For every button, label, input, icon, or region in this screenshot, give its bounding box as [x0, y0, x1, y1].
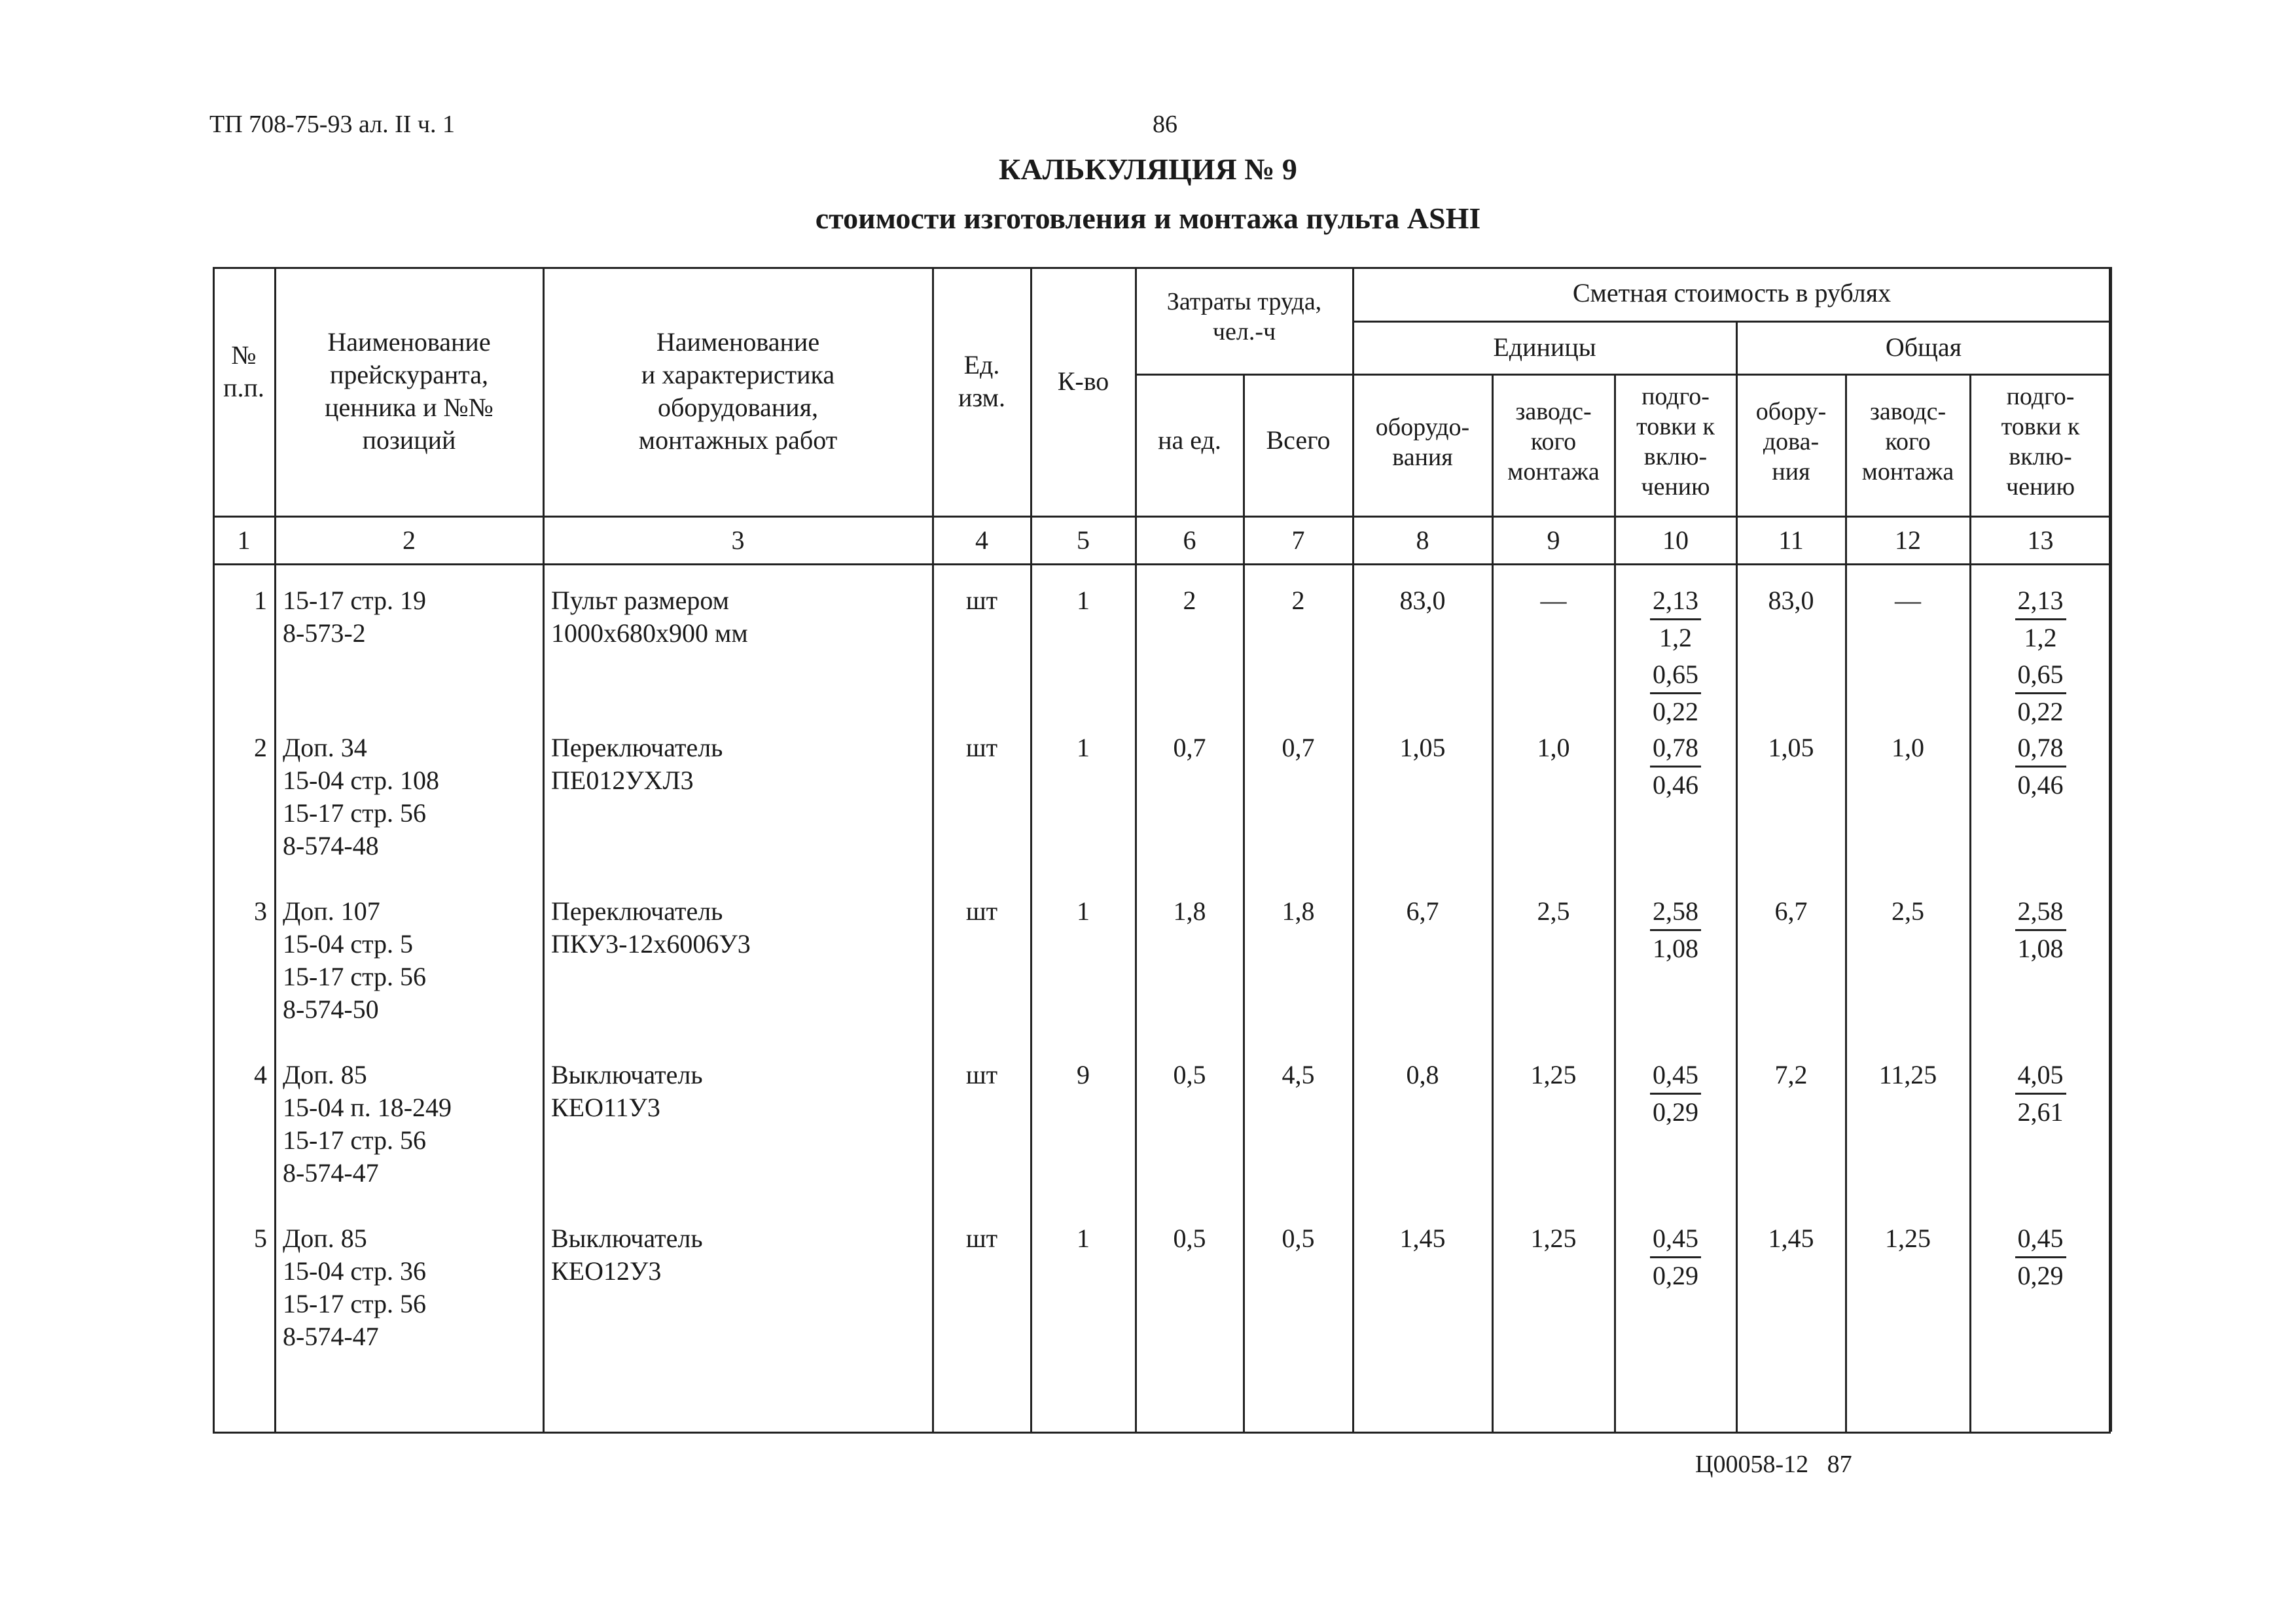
row-unit: шт: [965, 896, 998, 926]
row-price-list: Доп. 107 15-04 стр. 5 15-17 стр. 56 8-574-50: [283, 896, 427, 1024]
row-equip-unit-cost: 0,8: [1406, 1060, 1439, 1089]
row-labor-per-unit: 0,5: [1173, 1060, 1206, 1089]
header-cost: Сметная стоимость в рублях: [1572, 278, 1892, 308]
header-factory-total: заводс- кого монтажа: [1861, 398, 1954, 485]
table-border-top: [213, 267, 2111, 269]
row-factory-total-cost: 1,25: [1885, 1224, 1931, 1253]
calculation-title: КАЛЬКУЛЯЦИЯ № 9: [999, 152, 1297, 186]
column-number-2: 2: [403, 525, 416, 555]
column-number-9: 9: [1547, 525, 1560, 555]
row-equipment-name: Пульт размером 1000х680х900 мм: [551, 586, 748, 648]
column-number-1: 1: [237, 525, 251, 555]
row-prep-total-fraction: $\frac{0,65}{0,22}$: [2015, 658, 2066, 728]
table-border-bottom: [213, 1432, 2111, 1434]
row-factory-unit-cost: —: [1540, 586, 1567, 615]
header-equipment: Наименование и характеристика оборудования, монтажных работ: [638, 327, 838, 455]
row-labor-total: 0,5: [1282, 1224, 1315, 1253]
header-equip-unit: оборудо- вания: [1375, 414, 1470, 471]
row-qty: 1: [1077, 733, 1090, 762]
header-unit: Ед. изм.: [958, 350, 1005, 412]
row-factory-unit-cost: 1,0: [1537, 733, 1570, 762]
row-prep-unit-fraction: $\frac{0,65}{0,22}$: [1650, 658, 1701, 728]
row-number: 5: [254, 1224, 267, 1253]
row-labor-per-unit: 0,7: [1173, 733, 1206, 762]
header-factory-unit: заводс- кого монтажа: [1507, 398, 1600, 485]
row-prep-unit-fraction: $\frac{2,13}{1,2}$: [1650, 584, 1701, 654]
row-qty: 1: [1077, 896, 1090, 926]
row-equip-total-cost: 1,45: [1768, 1224, 1814, 1253]
header-cost-total: Общая: [1885, 332, 1962, 362]
row-price-list: Доп. 85 15-04 стр. 36 15-17 стр. 56 8-574-47: [283, 1224, 427, 1351]
row-price-list: Доп. 34 15-04 стр. 108 15-17 стр. 56 8-574-48: [283, 733, 440, 860]
row-prep-total-fraction: $\frac{0,78}{0,46}$: [2015, 732, 2066, 802]
row-equip-unit-cost: 83,0: [1399, 586, 1446, 615]
column-number-3: 3: [731, 525, 745, 555]
row-qty: 9: [1077, 1060, 1090, 1089]
header-qty: К-во: [1057, 366, 1109, 396]
row-unit: шт: [965, 1224, 998, 1253]
row-prep-total-fraction: $\frac{2,13}{1,2}$: [2015, 584, 2066, 654]
row-number: 2: [254, 733, 267, 762]
header-labor-total: Всего: [1266, 425, 1331, 455]
row-labor-total: 4,5: [1282, 1060, 1315, 1089]
row-unit: шт: [965, 1060, 998, 1089]
calculation-table: [213, 267, 2111, 1432]
row-equip-unit-cost: 1,45: [1399, 1224, 1446, 1253]
column-number-6: 6: [1183, 525, 1196, 555]
column-number-4: 4: [975, 525, 988, 555]
header-prep-total: подго- товки к вклю- чению: [2001, 383, 2080, 501]
row-prep-unit-fraction: $\frac{2,58}{1,08}$: [1650, 895, 1701, 965]
header-cost-unit: Единицы: [1493, 332, 1596, 362]
column-number-8: 8: [1416, 525, 1429, 555]
document-reference: ТП 708-75-93 ал. II ч. 1: [209, 111, 456, 138]
header-num: № п.п.: [223, 340, 264, 402]
row-equip-unit-cost: 6,7: [1406, 896, 1439, 926]
row-factory-unit-cost: 2,5: [1537, 896, 1570, 926]
row-price-list: Доп. 85 15-04 п. 18-249 15-17 стр. 56 8-574-47: [283, 1060, 452, 1188]
row-labor-per-unit: 2: [1183, 586, 1196, 615]
row-factory-unit-cost: 1,25: [1530, 1224, 1577, 1253]
row-qty: 1: [1077, 586, 1090, 615]
row-equipment-name: Выключатель КЕО12У3: [551, 1224, 703, 1286]
row-factory-total-cost: 1,0: [1892, 733, 1924, 762]
row-labor-per-unit: 1,8: [1173, 896, 1206, 926]
header-bottom-line: [213, 516, 2111, 518]
row-unit: шт: [965, 586, 998, 615]
footer-code: Ц00058-12 87: [1695, 1451, 1852, 1478]
row-factory-unit-cost: 1,25: [1530, 1060, 1577, 1089]
row-equipment-name: Переключатель ПЕ012УХЛ3: [551, 733, 723, 795]
header-prep-unit: подго- товки к вклю- чению: [1636, 383, 1715, 501]
table-border-left: [213, 267, 215, 1434]
row-prep-unit-fraction: $\frac{0,45}{0,29}$: [1650, 1059, 1701, 1129]
row-labor-total: 1,8: [1282, 896, 1315, 926]
row-equipment-name: Переключатель ПКУ3-12х6006У3: [551, 896, 751, 959]
row-price-list: 15-17 стр. 19 8-573-2: [283, 586, 427, 648]
row-equipment-name: Выключатель КЕО11У3: [551, 1060, 703, 1122]
column-numbers-bottom-line: [213, 563, 2111, 565]
row-prep-total-fraction: $\frac{4,05}{2,61}$: [2015, 1059, 2066, 1129]
row-equip-total-cost: 6,7: [1774, 896, 1808, 926]
row-equip-total-cost: 1,05: [1768, 733, 1814, 762]
row-labor-per-unit: 0,5: [1173, 1224, 1206, 1253]
calculation-subtitle: стоимости изготовления и монтажа пульта ASHI: [815, 202, 1481, 235]
row-equip-unit-cost: 1,05: [1399, 733, 1446, 762]
row-labor-total: 0,7: [1282, 733, 1315, 762]
row-number: 1: [254, 586, 267, 615]
cost-header-line: [1353, 321, 2111, 323]
row-prep-total-fraction: $\frac{0,45}{0,29}$: [2015, 1222, 2066, 1292]
row-number: 3: [254, 896, 267, 926]
header-price-list: Наименование прейскуранта, ценника и №№ позиций: [325, 327, 493, 455]
row-equip-total-cost: 7,2: [1774, 1060, 1808, 1089]
row-labor-total: 2: [1291, 586, 1305, 615]
row-prep-unit-fraction: $\frac{0,45}{0,29}$: [1650, 1222, 1701, 1292]
column-number-13: 13: [2027, 525, 2054, 555]
header-equip-total: обору- дова- ния: [1755, 398, 1827, 485]
header-labor: Затраты труда, чел.-ч: [1166, 288, 1322, 345]
row-prep-unit-fraction: $\frac{0,78}{0,46}$: [1650, 732, 1701, 802]
column-number-10: 10: [1662, 525, 1689, 555]
row-unit: шт: [965, 733, 998, 762]
column-number-11: 11: [1778, 525, 1804, 555]
header-labor-per-unit: на ед.: [1158, 425, 1221, 455]
column-number-5: 5: [1077, 525, 1090, 555]
subheader-line: [1136, 374, 2111, 376]
row-factory-total-cost: 2,5: [1892, 896, 1924, 926]
row-number: 4: [254, 1060, 267, 1089]
column-line-4: [1030, 267, 1032, 1432]
page-number: 86: [1153, 111, 1177, 138]
row-prep-total-fraction: $\frac{2,58}{1,08}$: [2015, 895, 2066, 965]
row-qty: 1: [1077, 1224, 1090, 1253]
column-number-12: 12: [1895, 525, 1921, 555]
column-number-7: 7: [1291, 525, 1305, 555]
row-factory-total-cost: —: [1895, 586, 1921, 615]
row-equip-total-cost: 83,0: [1768, 586, 1814, 615]
row-factory-total-cost: 11,25: [1878, 1060, 1937, 1089]
